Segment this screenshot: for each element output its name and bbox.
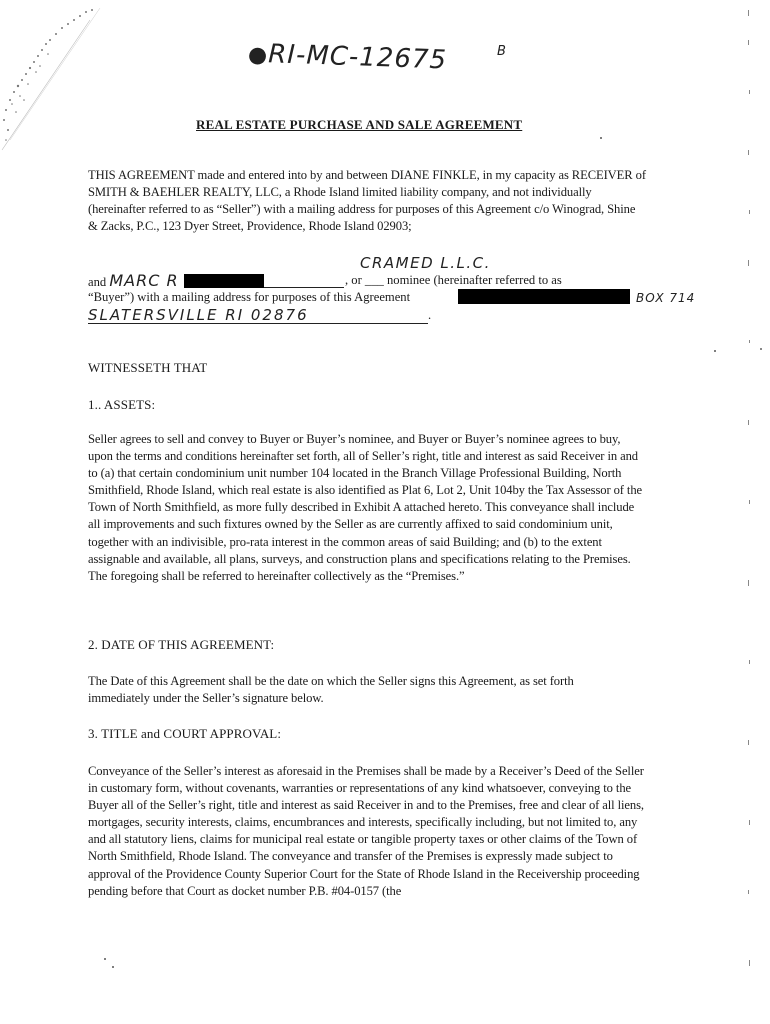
scan-edge-marks <box>740 0 770 1024</box>
scan-speck <box>104 958 106 960</box>
scan-speck <box>600 137 602 139</box>
section-2-body: The Date of this Agreement shall be the date on which the Seller signs this Agreement, as set forth immediately under the Seller’s signature below. <box>88 674 574 706</box>
box-handwritten: BOX 714 <box>636 291 696 305</box>
intro-paragraph: THIS AGREEMENT made and entered into by and between DIANE FINKLE, in my capacity as RECEIVER of SMITH & BAEHLER REALTY, LLC, a Rhode Island limited liability company, and not individually (hereinafter referred to as “Seller”) with a mailing address for purposes of this Agreement c/o Winograd, Shine & Zacks, P.C., 123 Dyer Street, Providence, Rhode Island 02903; <box>88 168 646 234</box>
buyer-name-handwritten: MARC R <box>109 271 179 290</box>
buyer-line-2: “Buyer”) with a mailing address for purposes of this Agreement <box>88 290 411 304</box>
or-nominee-text: , or ___ nominee (hereinafter referred to as <box>345 273 562 287</box>
buyer-entity-handwritten: CRAMED L.L.C. <box>360 254 491 272</box>
witnesseth-heading: WITNESSETH THAT <box>88 360 208 375</box>
redaction-name <box>184 274 264 288</box>
section-1-heading: 1.. ASSETS: <box>88 397 156 412</box>
document-title: REAL ESTATE PURCHASE AND SALE AGREEMENT <box>196 117 523 132</box>
case-number-handwritten: ●RI-MC-12675 <box>247 39 448 76</box>
section-2-heading: 2. DATE OF THIS AGREEMENT: <box>88 637 275 652</box>
and-label: and <box>88 275 107 289</box>
section-3-heading: 3. TITLE and COURT APPROVAL: <box>88 726 282 741</box>
name-underline <box>264 287 344 288</box>
address-end: . <box>428 308 432 322</box>
section-3-body: Conveyance of the Seller’s interest as aforesaid in the Premises shall be made by a Receiver’s Deed of the Seller in customary form, without covenants, warranties or representations of any kind whatsoever, conveying to the Buyer all of the Seller’s right, title and interest as said Receiver in and to the Premises, free and clear of all liens, mortgages, security interests, claims, encumbrances and interests, specifically including, but not limited to, any and all statutory liens, claims for municipal real estate or tangible property taxes or other claims of the Town of North Smithfield, Rhode Island. The conveyance and transfer of the Premises is expressly made subject to approval of the Providence County Superior Court for the State of Rhode Island in the Receivership proceeding pending before that Court as docket number P.B. #04-0157 (the <box>88 764 644 898</box>
scan-smudge <box>0 0 120 160</box>
address-handwritten: SLATERSVILLE RI 02876 <box>88 306 309 324</box>
corner-mark: B <box>497 44 506 59</box>
address-underline <box>88 323 428 324</box>
section-1-body: Seller agrees to sell and convey to Buyer or Buyer’s nominee, and Buyer or Buyer’s nominee agrees to buy, upon the terms and conditions hereinafter set forth, all of Seller’s right, title and interest as said Receiver in and to (a) that certain condominium unit number 104 located in the Branch Village Professional Building, North Smithfield, Rhode Island, which real estate is also identified as Plat 6, Lot 2, Unit 104by the Tax Assessor of the Town of North Smithfield, as more fully described in Exhibit A attached hereto. This conveyance shall include all improvements and such fixtures owned by the Seller as are currently affixed to said condominium unit, together with an indivisible, pro-rata interest in the common areas of said Building; and (b) to the extent assignable and available, all plans, surveys, and construction plans and specifications relating to the Premises. The foregoing shall be referred to hereinafter collectively as the “Premises.” <box>88 432 643 583</box>
scan-speck <box>112 966 114 968</box>
scan-speck <box>714 350 716 352</box>
redaction-address <box>458 289 630 304</box>
